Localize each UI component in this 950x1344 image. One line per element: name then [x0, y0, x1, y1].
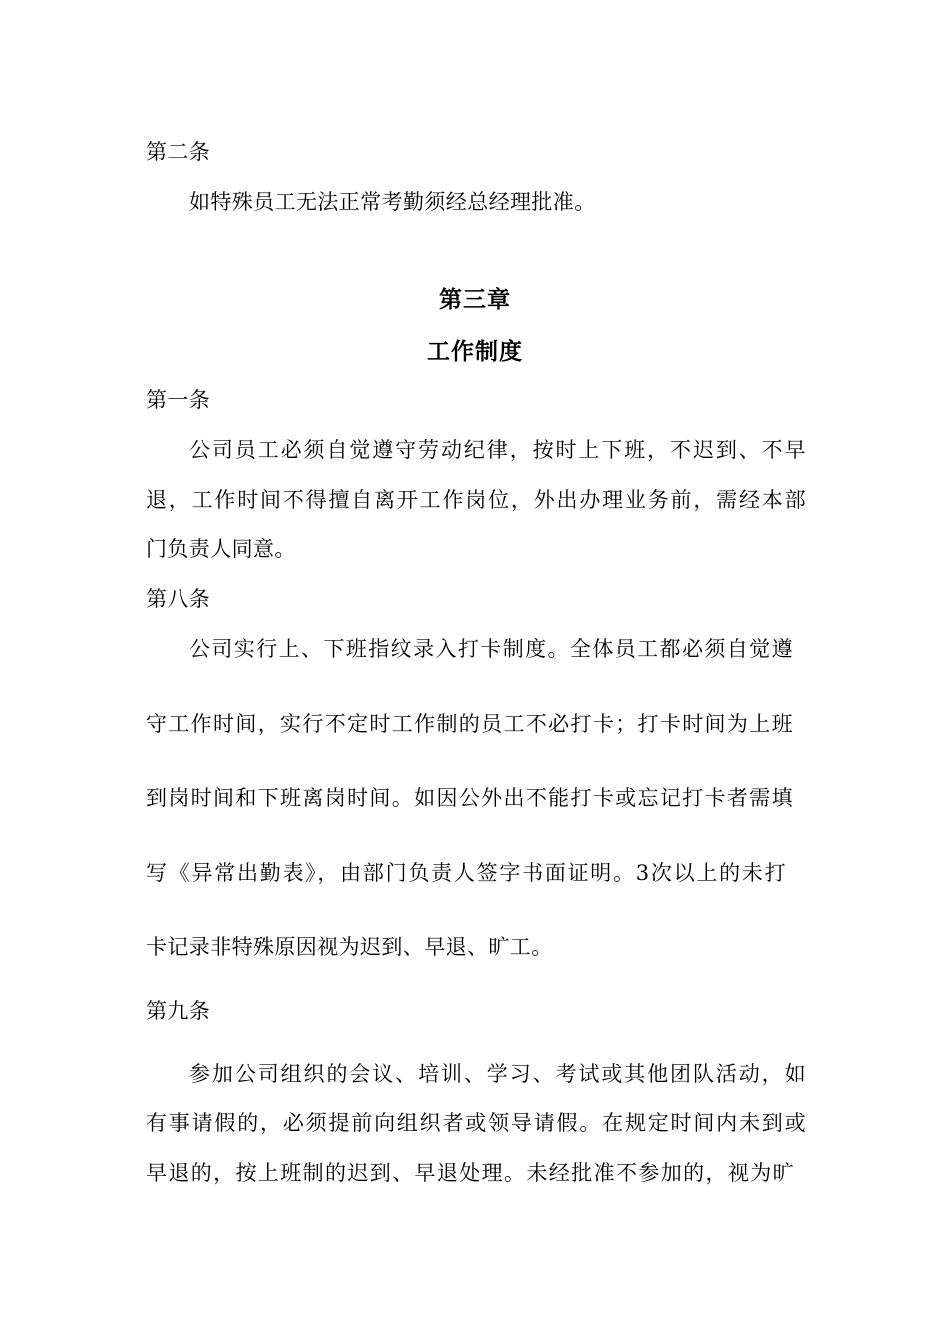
article-8-line: 卡记录非特殊原因视为迟到、早退、旷工。 — [146, 935, 553, 959]
article-8-line: 守工作时间，实行不定时工作制的员工不必打卡；打卡时间为上班 — [146, 712, 793, 736]
article-8-line: 公司实行上、下班指纹录入打卡制度。全体员工都必须自觉遵 — [189, 637, 793, 661]
article-9-line: 参加公司组织的会议、培训、学习、考试或其他团队活动，如 — [189, 1062, 806, 1086]
article-label-1: 第一条 — [146, 388, 211, 412]
article-label-8: 第八条 — [146, 587, 211, 611]
article-label-9: 第九条 — [146, 999, 211, 1023]
article-9-line: 早退的，按上班制的迟到、早退处理。未经批准不参加的，视为旷 — [146, 1161, 794, 1185]
article-9-line: 有事请假的，必须提前向组织者或领导请假。在规定时间内未到或 — [146, 1111, 806, 1135]
article-2-text: 如特殊员工无法正常考勤须经总经理批准。 — [189, 190, 596, 214]
article-label-2: 第二条 — [146, 140, 211, 164]
chapter-number: 第三章 — [439, 287, 511, 313]
article-1-line: 退，工作时间不得擅自离开工作岗位，外出办理业务前，需经本部 — [146, 488, 806, 512]
article-8-line: 写《异常出勤表》，由部门负责人签字书面证明。3次以上的未打 — [146, 861, 786, 885]
chapter-title: 工作制度 — [427, 339, 523, 365]
article-1-line: 公司员工必须自觉遵守劳动纪律，按时上下班，不迟到、不早 — [189, 438, 806, 462]
article-1-line: 门负责人同意。 — [146, 537, 296, 561]
article-8-line: 到岗时间和下班离岗时间。如因公外出不能打卡或忘记打卡者需填 — [146, 786, 793, 810]
